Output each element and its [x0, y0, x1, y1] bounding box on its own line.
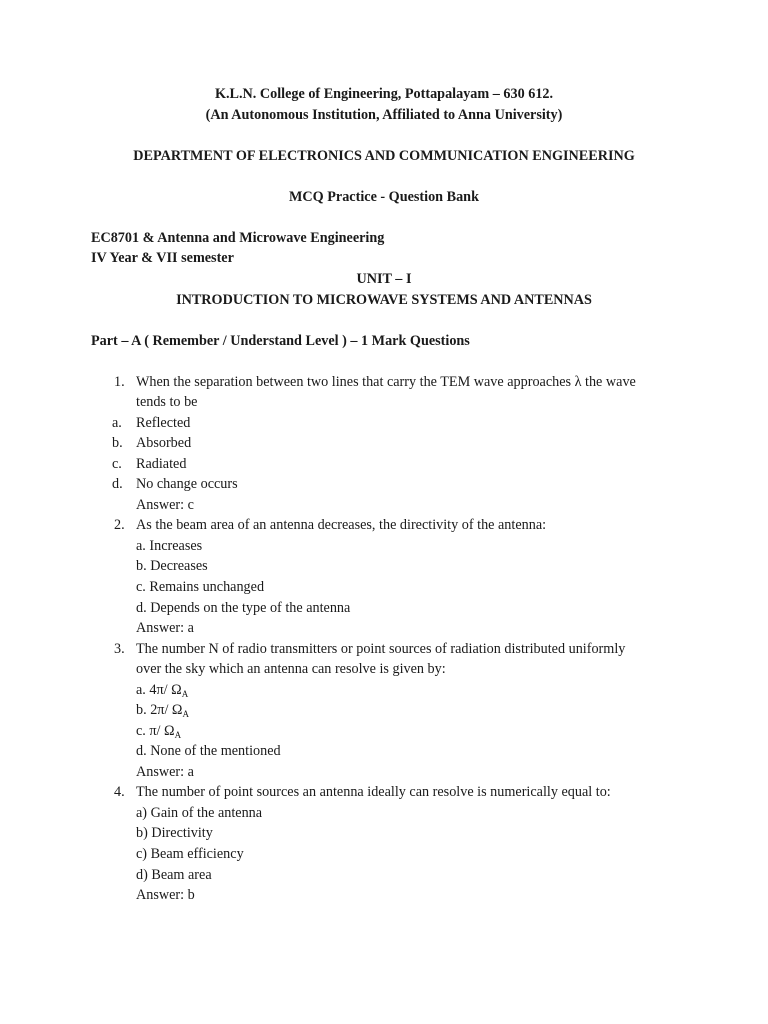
subscript: A	[174, 730, 182, 740]
option-text: Reflected	[136, 415, 191, 431]
option-text: b. 2π/ Ω	[136, 702, 183, 718]
unit-title: INTRODUCTION TO MICROWAVE SYSTEMS AND ANTENNAS	[176, 292, 592, 308]
question-text: The number of point sources an antenna ideally can resolve is numerically equal to:	[136, 784, 611, 800]
option-marker: c.	[112, 456, 122, 472]
option-text: Absorbed	[136, 435, 192, 451]
option-formula	[136, 722, 181, 744]
question-number: 4.	[114, 784, 125, 800]
question-text: As the beam area of an antenna decreases, the directivity of the antenna:	[136, 517, 547, 533]
option-marker: a.	[112, 415, 122, 431]
option-text: c) Beam efficiency	[136, 846, 244, 862]
subscript: A	[182, 709, 189, 719]
option-formula	[136, 701, 189, 723]
option-text: d) Beam area	[136, 867, 212, 883]
option-marker: b.	[112, 435, 123, 451]
course-code: EC8701 & Antenna and Microwave Engineering	[91, 230, 385, 246]
question-number: 1.	[114, 374, 125, 390]
question-text: The number N of radio transmitters or point sources of radiation distributed uniformly	[136, 641, 626, 657]
answer-line: Answer: a	[136, 620, 194, 636]
question-text-continued: tends to be	[136, 394, 198, 410]
option-text: d. Depends on the type of the antenna	[136, 600, 351, 616]
option-text: Radiated	[136, 456, 187, 472]
question-number: 3.	[114, 641, 125, 657]
option-text: b) Directivity	[136, 825, 213, 841]
year-semester: IV Year & VII semester	[91, 250, 234, 266]
option-text: No change occurs	[136, 476, 238, 492]
option-text: d. None of the mentioned	[136, 743, 281, 759]
answer-line: Answer: a	[136, 764, 194, 780]
answer-line: Answer: b	[136, 887, 195, 903]
option-text: a. 4π/ Ω	[136, 682, 182, 698]
question-number: 2.	[114, 517, 125, 533]
question-text: When the separation between two lines that carry the TEM wave approaches λ the wave	[136, 374, 636, 390]
option-marker: d.	[112, 476, 123, 492]
subscript: A	[181, 689, 189, 699]
affiliation-line: (An Autonomous Institution, Affiliated to Anna University)	[205, 107, 563, 123]
question-text-continued: over the sky which an antenna can resolve is given by:	[136, 661, 446, 677]
option-text: a) Gain of the antenna	[136, 805, 263, 821]
option-formula	[136, 681, 188, 703]
department-title: DEPARTMENT OF ELECTRONICS AND COMMUNICATION ENGINEERING	[133, 148, 635, 164]
option-text: a. Increases	[136, 538, 203, 554]
option-text: c. π/ Ω	[136, 723, 175, 739]
part-heading: Part – A ( Remember / Understand Level ) – 1 Mark Questions	[91, 333, 470, 349]
unit-label: UNIT – I	[356, 271, 412, 287]
college-name: K.L.N. College of Engineering, Pottapalayam – 630 612.	[214, 86, 554, 102]
doc-title: MCQ Practice - Question Bank	[289, 189, 479, 205]
answer-line: Answer: c	[136, 497, 194, 513]
option-text: c. Remains unchanged	[136, 579, 265, 595]
option-text: b. Decreases	[136, 558, 208, 574]
